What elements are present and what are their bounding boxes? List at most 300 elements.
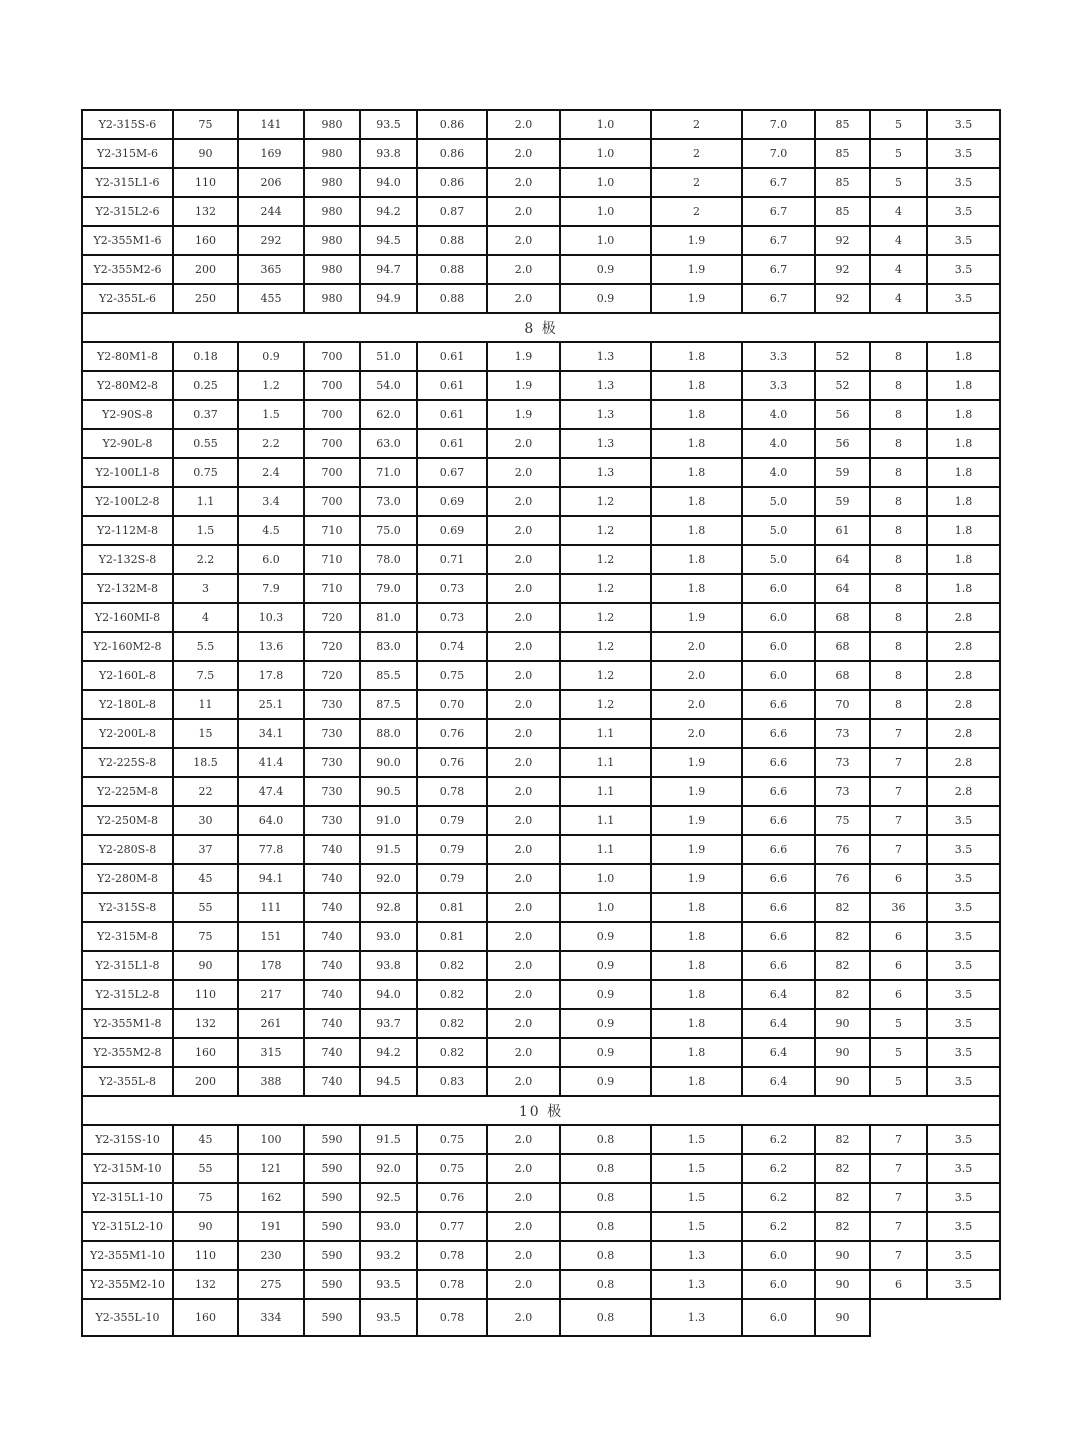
table-row [82, 371, 1000, 400]
value-cell: 94.1 [238, 864, 304, 893]
value-cell: 37 [173, 835, 238, 864]
value-cell: 740 [304, 951, 360, 980]
model-cell: Y2-315L2-8 [82, 980, 173, 1009]
value-cell: 2.0 [487, 574, 560, 603]
value-cell: 94.7 [360, 255, 417, 284]
value-cell: 0.8 [560, 1212, 651, 1241]
value-cell: 0.78 [417, 777, 487, 806]
value-cell: 3.5 [927, 1154, 1000, 1183]
model-cell: Y2-160L-8 [82, 661, 173, 690]
value-cell: 0.82 [417, 1009, 487, 1038]
value-cell: 7 [870, 835, 927, 864]
value-cell: 7 [870, 1212, 927, 1241]
model-cell: Y2-315M-8 [82, 922, 173, 951]
value-cell: 83.0 [360, 632, 417, 661]
value-cell: 315 [238, 1038, 304, 1067]
value-cell: 4.5 [238, 516, 304, 545]
value-cell: 0.61 [417, 342, 487, 371]
value-cell: 2.0 [487, 139, 560, 168]
value-cell: 93.7 [360, 1009, 417, 1038]
value-cell: 17.8 [238, 661, 304, 690]
value-cell: 7 [870, 1154, 927, 1183]
value-cell: 6.6 [742, 777, 815, 806]
value-cell: 6.0 [742, 1241, 815, 1270]
value-cell: 980 [304, 168, 360, 197]
value-cell: 92.8 [360, 893, 417, 922]
value-cell: 6 [870, 1270, 927, 1299]
value-cell: 82 [815, 1212, 870, 1241]
value-cell: 82 [815, 951, 870, 980]
value-cell: 2.0 [487, 1154, 560, 1183]
value-cell: 81.0 [360, 603, 417, 632]
value-cell: 0.79 [417, 835, 487, 864]
value-cell: 110 [173, 980, 238, 1009]
value-cell: 94.5 [360, 1067, 417, 1096]
value-cell: 710 [304, 545, 360, 574]
value-cell: 47.4 [238, 777, 304, 806]
value-cell: 1.3 [651, 1241, 742, 1270]
value-cell: 1.8 [927, 487, 1000, 516]
table-row [82, 516, 1000, 545]
value-cell: 10.3 [238, 603, 304, 632]
model-cell: Y2-315L1-10 [82, 1183, 173, 1212]
value-cell: 2.0 [487, 487, 560, 516]
table-row [82, 1009, 1000, 1038]
value-cell: 2.0 [487, 748, 560, 777]
value-cell: 2.4 [238, 458, 304, 487]
value-cell: 90 [815, 1067, 870, 1096]
table-row [82, 806, 1000, 835]
value-cell: 590 [304, 1183, 360, 1212]
value-cell: 1.2 [560, 632, 651, 661]
value-cell: 100 [238, 1125, 304, 1154]
value-cell: 92 [815, 255, 870, 284]
value-cell: 64 [815, 545, 870, 574]
value-cell: 2.0 [487, 1038, 560, 1067]
value-cell: 6.0 [742, 1270, 815, 1299]
value-cell: 3.5 [927, 284, 1000, 313]
value-cell: 54.0 [360, 371, 417, 400]
value-cell: 75 [815, 806, 870, 835]
value-cell: 1.0 [560, 226, 651, 255]
value-cell: 8 [870, 371, 927, 400]
value-cell: 1.9 [651, 284, 742, 313]
value-cell: 64 [815, 574, 870, 603]
value-cell: 8 [870, 400, 927, 429]
value-cell: 52 [815, 342, 870, 371]
value-cell: 1.3 [651, 1299, 742, 1336]
value-cell: 55 [173, 893, 238, 922]
value-cell: 4 [870, 226, 927, 255]
model-cell: Y2-90S-8 [82, 400, 173, 429]
value-cell: 2.0 [651, 690, 742, 719]
value-cell: 59 [815, 458, 870, 487]
value-cell: 2.0 [487, 922, 560, 951]
value-cell: 93.0 [360, 1212, 417, 1241]
value-cell: 8 [870, 487, 927, 516]
value-cell: 730 [304, 806, 360, 835]
value-cell: 1.3 [560, 400, 651, 429]
value-cell: 0.81 [417, 922, 487, 951]
value-cell: 740 [304, 893, 360, 922]
value-cell: 1.8 [651, 1038, 742, 1067]
value-cell: 5 [870, 110, 927, 139]
value-cell: 94.0 [360, 980, 417, 1009]
model-cell: Y2-250M-8 [82, 806, 173, 835]
value-cell: 5.0 [742, 545, 815, 574]
value-cell: 3.5 [927, 1270, 1000, 1299]
value-cell: 151 [238, 922, 304, 951]
value-cell: 0.9 [560, 922, 651, 951]
value-cell: 1.3 [560, 429, 651, 458]
value-cell: 590 [304, 1125, 360, 1154]
value-cell: 0.8 [560, 1183, 651, 1212]
value-cell: 261 [238, 1009, 304, 1038]
value-cell: 2.0 [487, 197, 560, 226]
value-cell: 91.0 [360, 806, 417, 835]
section-header: 8 极 [82, 313, 1000, 342]
value-cell: 0.9 [560, 1009, 651, 1038]
model-cell: Y2-160M2-8 [82, 632, 173, 661]
value-cell: 93.8 [360, 139, 417, 168]
model-cell: Y2-355M2-6 [82, 255, 173, 284]
value-cell: 4 [870, 284, 927, 313]
table-row [82, 284, 1000, 313]
value-cell: 68 [815, 603, 870, 632]
value-cell: 79.0 [360, 574, 417, 603]
value-cell: 1.5 [651, 1125, 742, 1154]
model-cell: Y2-315S-6 [82, 110, 173, 139]
value-cell: 0.8 [560, 1125, 651, 1154]
value-cell: 0.82 [417, 1038, 487, 1067]
value-cell: 0.87 [417, 197, 487, 226]
value-cell: 1.8 [651, 893, 742, 922]
value-cell: 2.0 [651, 719, 742, 748]
table-row [82, 342, 1000, 371]
value-cell: 5.0 [742, 516, 815, 545]
empty-cell [870, 1299, 1000, 1336]
value-cell: 0.78 [417, 1270, 487, 1299]
value-cell: 590 [304, 1299, 360, 1336]
value-cell: 1.8 [927, 371, 1000, 400]
value-cell: 1.8 [927, 574, 1000, 603]
value-cell: 0.86 [417, 168, 487, 197]
value-cell: 8 [870, 690, 927, 719]
value-cell: 6.6 [742, 835, 815, 864]
value-cell: 8 [870, 429, 927, 458]
value-cell: 160 [173, 1299, 238, 1336]
value-cell: 730 [304, 690, 360, 719]
value-cell: 3.5 [927, 864, 1000, 893]
value-cell: 1.9 [651, 864, 742, 893]
value-cell: 132 [173, 197, 238, 226]
value-cell: 2.0 [487, 777, 560, 806]
value-cell: 0.70 [417, 690, 487, 719]
model-cell: Y2-355L-8 [82, 1067, 173, 1096]
value-cell: 455 [238, 284, 304, 313]
value-cell: 2.0 [487, 168, 560, 197]
value-cell: 6.7 [742, 197, 815, 226]
value-cell: 1.1 [560, 748, 651, 777]
value-cell: 3.5 [927, 1009, 1000, 1038]
value-cell: 22 [173, 777, 238, 806]
value-cell: 2.0 [487, 284, 560, 313]
value-cell: 6.6 [742, 690, 815, 719]
value-cell: 980 [304, 255, 360, 284]
table-row [82, 110, 1000, 139]
value-cell: 85 [815, 139, 870, 168]
value-cell: 720 [304, 632, 360, 661]
value-cell: 4.0 [742, 429, 815, 458]
value-cell: 75 [173, 110, 238, 139]
value-cell: 0.81 [417, 893, 487, 922]
value-cell: 292 [238, 226, 304, 255]
value-cell: 1.5 [651, 1183, 742, 1212]
value-cell: 1.2 [560, 574, 651, 603]
model-cell: Y2-315L1-6 [82, 168, 173, 197]
table-row [82, 545, 1000, 574]
model-cell: Y2-355M1-8 [82, 1009, 173, 1038]
value-cell: 71.0 [360, 458, 417, 487]
value-cell: 92 [815, 284, 870, 313]
value-cell: 1.0 [560, 893, 651, 922]
value-cell: 93.5 [360, 1299, 417, 1336]
value-cell: 388 [238, 1067, 304, 1096]
value-cell: 94.5 [360, 226, 417, 255]
table-row [82, 661, 1000, 690]
value-cell: 2.0 [487, 226, 560, 255]
value-cell: 4 [173, 603, 238, 632]
value-cell: 2.0 [487, 632, 560, 661]
value-cell: 6.6 [742, 922, 815, 951]
value-cell: 740 [304, 1038, 360, 1067]
value-cell: 90 [173, 951, 238, 980]
table-row [82, 893, 1000, 922]
value-cell: 980 [304, 139, 360, 168]
value-cell: 3.5 [927, 197, 1000, 226]
value-cell: 230 [238, 1241, 304, 1270]
value-cell: 1.2 [560, 487, 651, 516]
value-cell: 700 [304, 458, 360, 487]
value-cell: 56 [815, 400, 870, 429]
value-cell: 63.0 [360, 429, 417, 458]
value-cell: 93.2 [360, 1241, 417, 1270]
value-cell: 1.8 [651, 429, 742, 458]
table-row [82, 1154, 1000, 1183]
value-cell: 1.8 [651, 574, 742, 603]
value-cell: 0.37 [173, 400, 238, 429]
value-cell: 94.9 [360, 284, 417, 313]
value-cell: 0.78 [417, 1299, 487, 1336]
value-cell: 68 [815, 632, 870, 661]
value-cell: 1.3 [651, 1270, 742, 1299]
value-cell: 0.61 [417, 429, 487, 458]
value-cell: 90 [815, 1299, 870, 1336]
value-cell: 2.8 [927, 748, 1000, 777]
value-cell: 2.0 [487, 806, 560, 835]
value-cell: 93.5 [360, 1270, 417, 1299]
table-row [82, 1125, 1000, 1154]
value-cell: 2.8 [927, 603, 1000, 632]
value-cell: 3 [173, 574, 238, 603]
value-cell: 3.5 [927, 922, 1000, 951]
value-cell: 6.6 [742, 748, 815, 777]
value-cell: 1.9 [651, 748, 742, 777]
value-cell: 85 [815, 168, 870, 197]
value-cell: 730 [304, 748, 360, 777]
model-cell: Y2-280M-8 [82, 864, 173, 893]
value-cell: 200 [173, 255, 238, 284]
value-cell: 0.9 [560, 1067, 651, 1096]
table-row [82, 1183, 1000, 1212]
value-cell: 93.5 [360, 110, 417, 139]
value-cell: 3.5 [927, 1183, 1000, 1212]
model-cell: Y2-180L-8 [82, 690, 173, 719]
table-row [82, 1241, 1000, 1270]
value-cell: 3.5 [927, 226, 1000, 255]
value-cell: 1.9 [487, 400, 560, 429]
value-cell: 4 [870, 255, 927, 284]
value-cell: 8 [870, 603, 927, 632]
table-row [82, 835, 1000, 864]
value-cell: 700 [304, 429, 360, 458]
value-cell: 2 [651, 197, 742, 226]
table-row [82, 1038, 1000, 1067]
value-cell: 2.0 [651, 661, 742, 690]
value-cell: 6.0 [238, 545, 304, 574]
value-cell: 1.8 [651, 1067, 742, 1096]
value-cell: 1.8 [651, 980, 742, 1009]
model-cell: Y2-355M1-10 [82, 1241, 173, 1270]
value-cell: 1.5 [173, 516, 238, 545]
value-cell: 6.6 [742, 864, 815, 893]
value-cell: 62.0 [360, 400, 417, 429]
value-cell: 2.0 [487, 603, 560, 632]
value-cell: 0.69 [417, 516, 487, 545]
value-cell: 160 [173, 1038, 238, 1067]
value-cell: 90 [815, 1270, 870, 1299]
value-cell: 121 [238, 1154, 304, 1183]
value-cell: 244 [238, 197, 304, 226]
value-cell: 5 [870, 139, 927, 168]
value-cell: 7.0 [742, 110, 815, 139]
value-cell: 2.8 [927, 632, 1000, 661]
value-cell: 3.5 [927, 255, 1000, 284]
value-cell: 0.9 [238, 342, 304, 371]
value-cell: 76 [815, 835, 870, 864]
value-cell: 700 [304, 400, 360, 429]
value-cell: 73 [815, 748, 870, 777]
value-cell: 82 [815, 980, 870, 1009]
value-cell: 1.0 [560, 168, 651, 197]
value-cell: 5 [870, 1009, 927, 1038]
value-cell: 2.2 [238, 429, 304, 458]
value-cell: 6.7 [742, 284, 815, 313]
value-cell: 590 [304, 1270, 360, 1299]
value-cell: 7 [870, 1241, 927, 1270]
value-cell: 91.5 [360, 835, 417, 864]
value-cell: 25.1 [238, 690, 304, 719]
value-cell: 45 [173, 1125, 238, 1154]
model-cell: Y2-355L-6 [82, 284, 173, 313]
value-cell: 3.5 [927, 806, 1000, 835]
value-cell: 980 [304, 226, 360, 255]
model-cell: Y2-280S-8 [82, 835, 173, 864]
value-cell: 3.5 [927, 951, 1000, 980]
value-cell: 2.0 [487, 516, 560, 545]
value-cell: 92.0 [360, 864, 417, 893]
value-cell: 5.5 [173, 632, 238, 661]
value-cell: 94.2 [360, 197, 417, 226]
value-cell: 2.0 [487, 1212, 560, 1241]
value-cell: 52 [815, 371, 870, 400]
value-cell: 4.0 [742, 400, 815, 429]
model-cell: Y2-315S-10 [82, 1125, 173, 1154]
value-cell: 3.5 [927, 1212, 1000, 1241]
value-cell: 1.8 [651, 545, 742, 574]
value-cell: 4 [870, 197, 927, 226]
value-cell: 2.0 [487, 255, 560, 284]
value-cell: 1.8 [927, 342, 1000, 371]
value-cell: 15 [173, 719, 238, 748]
value-cell: 730 [304, 777, 360, 806]
value-cell: 3.5 [927, 980, 1000, 1009]
value-cell: 56 [815, 429, 870, 458]
value-cell: 82 [815, 893, 870, 922]
value-cell: 3.5 [927, 110, 1000, 139]
value-cell: 0.88 [417, 226, 487, 255]
model-cell: Y2-315L2-6 [82, 197, 173, 226]
value-cell: 0.9 [560, 284, 651, 313]
value-cell: 0.75 [417, 1154, 487, 1183]
value-cell: 6.4 [742, 1067, 815, 1096]
value-cell: 0.88 [417, 255, 487, 284]
value-cell: 0.67 [417, 458, 487, 487]
table-row [82, 980, 1000, 1009]
value-cell: 0.82 [417, 951, 487, 980]
value-cell: 0.86 [417, 139, 487, 168]
model-cell: Y2-355L-10 [82, 1299, 173, 1336]
value-cell: 0.69 [417, 487, 487, 516]
value-cell: 2.0 [487, 690, 560, 719]
value-cell: 3.5 [927, 168, 1000, 197]
table-row [82, 139, 1000, 168]
value-cell: 6.0 [742, 603, 815, 632]
value-cell: 720 [304, 661, 360, 690]
value-cell: 740 [304, 980, 360, 1009]
value-cell: 6.4 [742, 1038, 815, 1067]
value-cell: 200 [173, 1067, 238, 1096]
value-cell: 2.0 [487, 864, 560, 893]
value-cell: 0.79 [417, 806, 487, 835]
value-cell: 2.0 [487, 893, 560, 922]
value-cell: 6.2 [742, 1212, 815, 1241]
value-cell: 6.6 [742, 806, 815, 835]
value-cell: 7.0 [742, 139, 815, 168]
value-cell: 0.8 [560, 1154, 651, 1183]
value-cell: 8 [870, 342, 927, 371]
value-cell: 0.8 [560, 1270, 651, 1299]
value-cell: 6.2 [742, 1183, 815, 1212]
value-cell: 91.5 [360, 1125, 417, 1154]
value-cell: 2.0 [487, 1125, 560, 1154]
value-cell: 0.25 [173, 371, 238, 400]
value-cell: 0.55 [173, 429, 238, 458]
value-cell: 980 [304, 110, 360, 139]
value-cell: 6.4 [742, 980, 815, 1009]
value-cell: 740 [304, 1009, 360, 1038]
value-cell: 1.8 [651, 400, 742, 429]
